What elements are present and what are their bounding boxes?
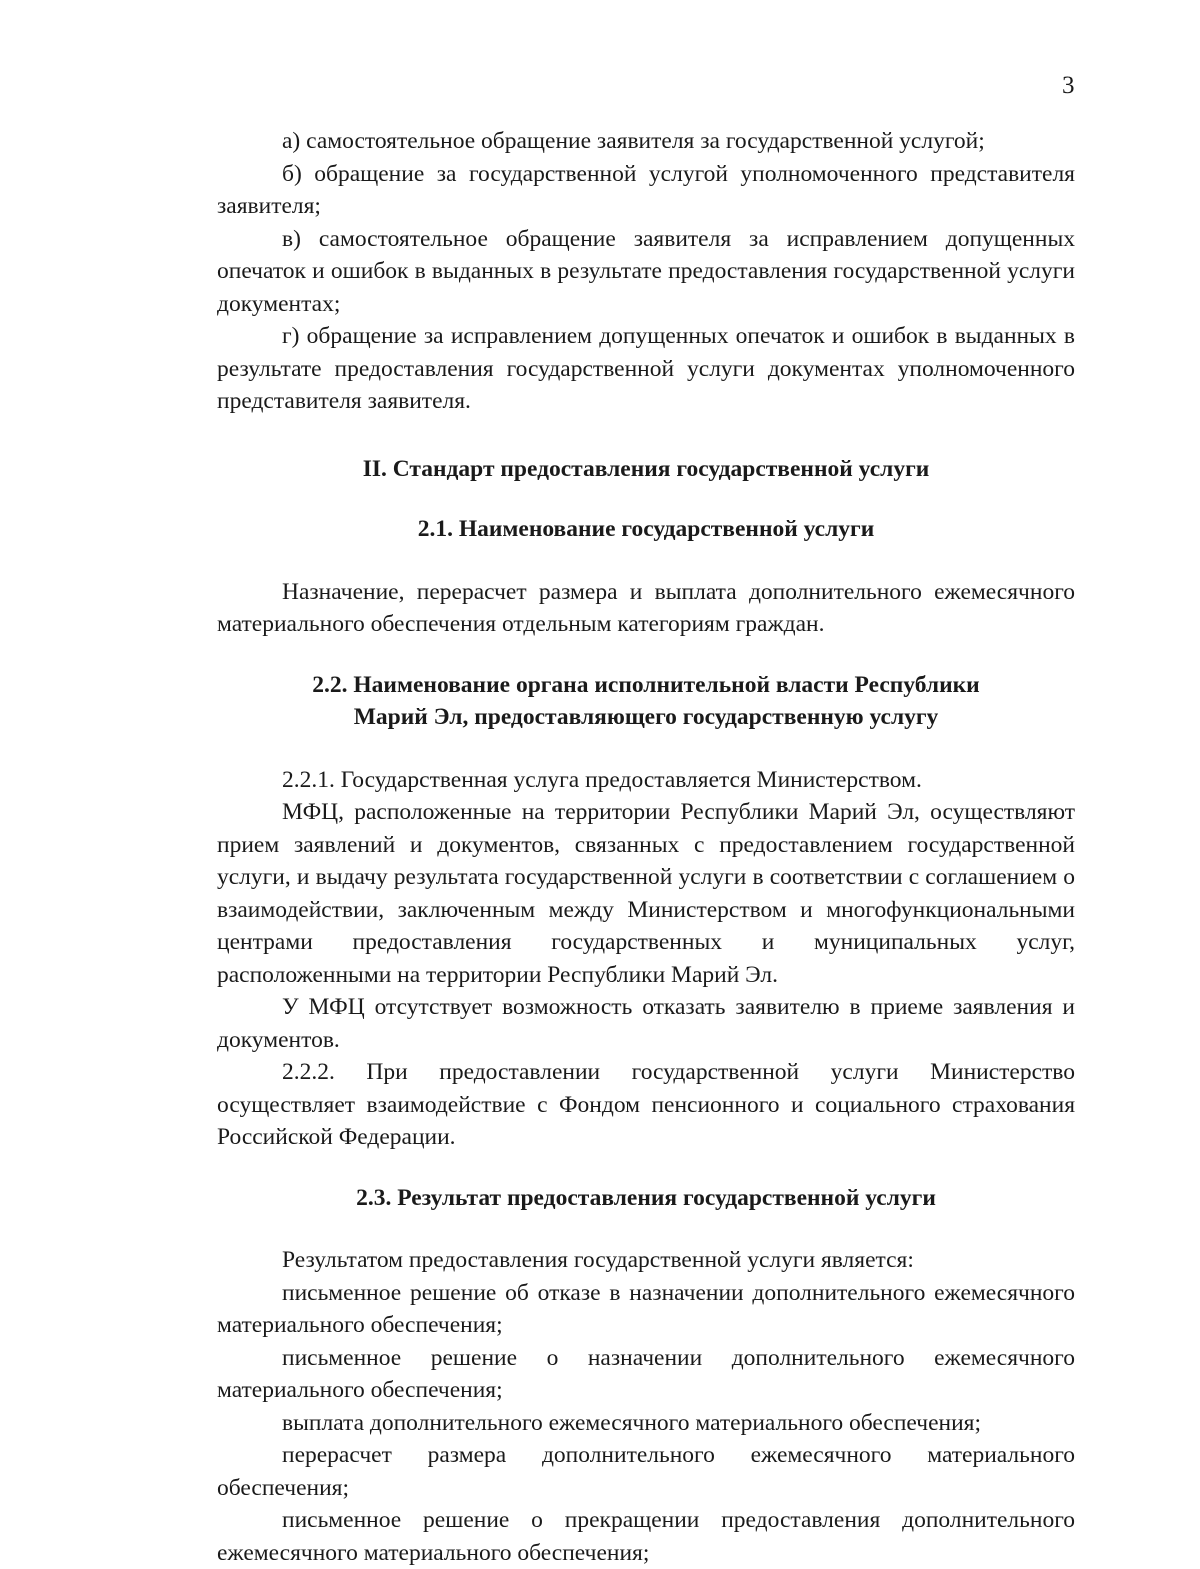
- paragraph: письменное решение об отказе в назначении дополнительного ежемесячного материального обеспечения;: [217, 1279, 1075, 1338]
- subsection-2-2-title: [217, 669, 1075, 734]
- subsection-2-2-body: [217, 764, 1075, 1154]
- subsection-2-1-body: [217, 576, 1075, 641]
- intro-item-b: б) обращение за государственной услугой уполномоченного представителя заявителя;: [217, 160, 1075, 219]
- subsection-2-1-title: 2.1. Наименование государственной услуги: [417, 516, 875, 542]
- document-body: [217, 125, 1075, 1569]
- paragraph: Назначение, перерасчет размера и выплата дополнительного ежемесячного материального обеспечения отдельным категориям граждан.: [217, 578, 1075, 637]
- subsection-2-3-body: [217, 1244, 1075, 1569]
- paragraph: У МФЦ отсутствует возможность отказать заявителю в приеме заявления и документов.: [217, 994, 1075, 1053]
- subsection-2-2-title-line1: 2.2. Наименование органа исполнительной власти Республики: [312, 671, 980, 698]
- page-number: 3: [1062, 72, 1075, 99]
- paragraph: выплата дополнительного ежемесячного материального обеспечения;: [282, 1409, 982, 1436]
- section-title: II. Стандарт предоставления государственной услуги: [362, 455, 930, 482]
- subsection-2-3-title: 2.3. Результат предоставления государственной услуги: [356, 1184, 936, 1211]
- paragraph: письменное решение о назначении дополнительного ежемесячного материального обеспечения;: [217, 1344, 1075, 1403]
- intro-item-a: а) самостоятельное обращение заявителя за государственной услугой;: [282, 128, 985, 154]
- intro-list: [217, 125, 1075, 418]
- paragraph: письменное решение о прекращении предоставления дополнительного ежемесячного материального обеспечения;: [217, 1507, 1075, 1566]
- paragraph: МФЦ, расположенные на территории Республики Марий Эл, осуществляют прием заявлений и документов, связанных с предоставлением государственной услуги, и выдачу результата государственной услуги в соответствии с соглашением о взаимодействии, заключенным между Министерством и многофункциональными центрами предоставления государственных и муниципальных услуг, расположенными на территории Республики Марий Эл.: [217, 799, 1075, 988]
- paragraph: перерасчет размера дополнительного ежемесячного материального обеспечения;: [217, 1442, 1075, 1501]
- intro-item-v: в) самостоятельное обращение заявителя за исправлением допущенных опечаток и ошибок в выданных в результате предоставления государственной услуги документах;: [217, 225, 1075, 317]
- paragraph: 2.2.2. При предоставлении государственной услуги Министерство осуществляет взаимодействие с Фондом пенсионного и социального страхования Российской Федерации.: [217, 1059, 1075, 1150]
- paragraph: 2.2.1. Государственная услуга предоставляется Министерством.: [282, 766, 922, 793]
- paragraph: Результатом предоставления государственной услуги является:: [282, 1247, 914, 1273]
- intro-item-g: г) обращение за исправлением допущенных опечаток и ошибок в выданных в результате предоставления государственной услуги документах уполномоченного представителя заявителя.: [217, 323, 1075, 414]
- subsection-2-2-title-line2: Марий Эл, предоставляющего государственную услугу: [353, 704, 939, 730]
